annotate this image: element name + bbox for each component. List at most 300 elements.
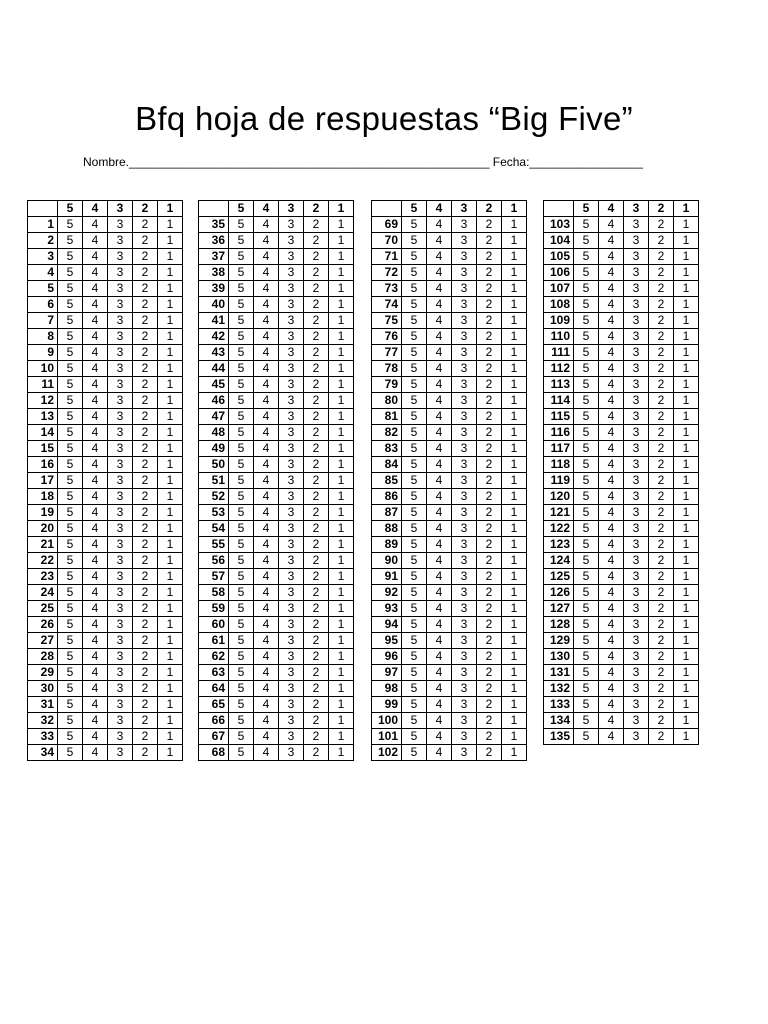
answer-option-cell[interactable]: 1 xyxy=(674,489,699,505)
answer-option-cell[interactable]: 3 xyxy=(452,697,477,713)
answer-option-cell[interactable]: 2 xyxy=(649,569,674,585)
answer-option-cell[interactable]: 3 xyxy=(279,297,304,313)
answer-option-cell[interactable]: 5 xyxy=(58,329,83,345)
answer-option-cell[interactable]: 5 xyxy=(229,697,254,713)
answer-option-cell[interactable]: 2 xyxy=(477,377,502,393)
answer-option-cell[interactable]: 2 xyxy=(304,377,329,393)
answer-option-cell[interactable]: 2 xyxy=(133,249,158,265)
answer-option-cell[interactable]: 5 xyxy=(402,521,427,537)
answer-option-cell[interactable]: 2 xyxy=(304,553,329,569)
answer-option-cell[interactable]: 3 xyxy=(624,313,649,329)
answer-option-cell[interactable]: 5 xyxy=(574,377,599,393)
answer-option-cell[interactable]: 4 xyxy=(427,537,452,553)
answer-option-cell[interactable]: 4 xyxy=(599,425,624,441)
answer-option-cell[interactable]: 1 xyxy=(674,249,699,265)
answer-option-cell[interactable]: 4 xyxy=(83,585,108,601)
answer-option-cell[interactable]: 5 xyxy=(58,489,83,505)
answer-option-cell[interactable]: 3 xyxy=(108,473,133,489)
answer-option-cell[interactable]: 1 xyxy=(158,377,183,393)
answer-option-cell[interactable]: 5 xyxy=(402,489,427,505)
answer-option-cell[interactable]: 2 xyxy=(477,649,502,665)
answer-option-cell[interactable]: 2 xyxy=(304,537,329,553)
answer-option-cell[interactable]: 1 xyxy=(158,649,183,665)
answer-option-cell[interactable]: 4 xyxy=(427,361,452,377)
answer-option-cell[interactable]: 1 xyxy=(158,713,183,729)
answer-option-cell[interactable]: 1 xyxy=(329,489,354,505)
answer-option-cell[interactable]: 2 xyxy=(477,345,502,361)
answer-option-cell[interactable]: 2 xyxy=(477,601,502,617)
answer-option-cell[interactable]: 4 xyxy=(254,713,279,729)
answer-option-cell[interactable]: 3 xyxy=(279,505,304,521)
answer-option-cell[interactable]: 2 xyxy=(133,505,158,521)
answer-option-cell[interactable]: 5 xyxy=(574,441,599,457)
answer-option-cell[interactable]: 4 xyxy=(599,281,624,297)
answer-option-cell[interactable]: 5 xyxy=(402,233,427,249)
answer-option-cell[interactable]: 2 xyxy=(304,617,329,633)
answer-option-cell[interactable]: 1 xyxy=(158,361,183,377)
answer-option-cell[interactable]: 5 xyxy=(574,409,599,425)
answer-option-cell[interactable]: 3 xyxy=(624,697,649,713)
answer-option-cell[interactable]: 1 xyxy=(158,457,183,473)
answer-option-cell[interactable]: 4 xyxy=(254,265,279,281)
answer-option-cell[interactable]: 2 xyxy=(649,217,674,233)
answer-option-cell[interactable]: 4 xyxy=(427,249,452,265)
answer-option-cell[interactable]: 3 xyxy=(108,681,133,697)
answer-option-cell[interactable]: 2 xyxy=(304,633,329,649)
answer-option-cell[interactable]: 5 xyxy=(58,537,83,553)
answer-option-cell[interactable]: 5 xyxy=(574,217,599,233)
answer-option-cell[interactable]: 2 xyxy=(649,345,674,361)
answer-option-cell[interactable]: 5 xyxy=(402,441,427,457)
answer-option-cell[interactable]: 2 xyxy=(133,729,158,745)
answer-option-cell[interactable]: 4 xyxy=(427,617,452,633)
answer-option-cell[interactable]: 4 xyxy=(83,457,108,473)
answer-option-cell[interactable]: 3 xyxy=(624,489,649,505)
answer-option-cell[interactable]: 2 xyxy=(304,649,329,665)
answer-option-cell[interactable]: 5 xyxy=(229,553,254,569)
answer-option-cell[interactable]: 5 xyxy=(58,649,83,665)
answer-option-cell[interactable]: 2 xyxy=(133,425,158,441)
answer-option-cell[interactable]: 5 xyxy=(58,441,83,457)
answer-option-cell[interactable]: 4 xyxy=(427,489,452,505)
answer-option-cell[interactable]: 5 xyxy=(229,217,254,233)
answer-option-cell[interactable]: 2 xyxy=(477,553,502,569)
answer-option-cell[interactable]: 5 xyxy=(58,713,83,729)
answer-option-cell[interactable]: 1 xyxy=(158,553,183,569)
answer-option-cell[interactable]: 1 xyxy=(502,697,527,713)
answer-option-cell[interactable]: 1 xyxy=(674,601,699,617)
answer-option-cell[interactable]: 5 xyxy=(229,361,254,377)
answer-option-cell[interactable]: 2 xyxy=(477,537,502,553)
answer-option-cell[interactable]: 5 xyxy=(574,649,599,665)
answer-option-cell[interactable]: 3 xyxy=(108,313,133,329)
answer-option-cell[interactable]: 3 xyxy=(452,729,477,745)
answer-option-cell[interactable]: 4 xyxy=(599,633,624,649)
answer-option-cell[interactable]: 2 xyxy=(477,217,502,233)
answer-option-cell[interactable]: 2 xyxy=(649,249,674,265)
answer-option-cell[interactable]: 2 xyxy=(649,425,674,441)
answer-option-cell[interactable]: 1 xyxy=(502,409,527,425)
answer-option-cell[interactable]: 4 xyxy=(83,665,108,681)
answer-option-cell[interactable]: 3 xyxy=(452,633,477,649)
answer-option-cell[interactable]: 4 xyxy=(427,425,452,441)
answer-option-cell[interactable]: 3 xyxy=(279,409,304,425)
answer-option-cell[interactable]: 4 xyxy=(427,681,452,697)
answer-option-cell[interactable]: 3 xyxy=(452,297,477,313)
answer-option-cell[interactable]: 4 xyxy=(427,585,452,601)
answer-option-cell[interactable]: 1 xyxy=(502,249,527,265)
answer-option-cell[interactable]: 1 xyxy=(502,665,527,681)
answer-option-cell[interactable]: 5 xyxy=(402,297,427,313)
answer-option-cell[interactable]: 2 xyxy=(477,505,502,521)
answer-option-cell[interactable]: 1 xyxy=(674,697,699,713)
answer-option-cell[interactable]: 4 xyxy=(427,393,452,409)
answer-option-cell[interactable]: 5 xyxy=(229,441,254,457)
answer-option-cell[interactable]: 4 xyxy=(83,601,108,617)
answer-option-cell[interactable]: 1 xyxy=(158,297,183,313)
answer-option-cell[interactable]: 3 xyxy=(452,233,477,249)
answer-option-cell[interactable]: 1 xyxy=(329,457,354,473)
answer-option-cell[interactable]: 5 xyxy=(58,617,83,633)
answer-option-cell[interactable]: 5 xyxy=(574,521,599,537)
answer-option-cell[interactable]: 3 xyxy=(108,393,133,409)
answer-option-cell[interactable]: 5 xyxy=(574,537,599,553)
answer-option-cell[interactable]: 5 xyxy=(229,425,254,441)
answer-option-cell[interactable]: 2 xyxy=(133,601,158,617)
answer-option-cell[interactable]: 4 xyxy=(427,697,452,713)
answer-option-cell[interactable]: 1 xyxy=(674,217,699,233)
answer-option-cell[interactable]: 1 xyxy=(329,249,354,265)
answer-option-cell[interactable]: 1 xyxy=(674,233,699,249)
answer-option-cell[interactable]: 1 xyxy=(329,233,354,249)
answer-option-cell[interactable]: 3 xyxy=(108,329,133,345)
answer-option-cell[interactable]: 4 xyxy=(254,633,279,649)
answer-option-cell[interactable]: 3 xyxy=(452,505,477,521)
answer-option-cell[interactable]: 2 xyxy=(649,649,674,665)
answer-option-cell[interactable]: 4 xyxy=(427,729,452,745)
answer-option-cell[interactable]: 3 xyxy=(108,265,133,281)
answer-option-cell[interactable]: 2 xyxy=(477,585,502,601)
answer-option-cell[interactable]: 2 xyxy=(649,281,674,297)
answer-option-cell[interactable]: 3 xyxy=(279,345,304,361)
answer-option-cell[interactable]: 5 xyxy=(402,665,427,681)
answer-option-cell[interactable]: 2 xyxy=(304,585,329,601)
answer-option-cell[interactable]: 4 xyxy=(599,729,624,745)
answer-option-cell[interactable]: 2 xyxy=(133,553,158,569)
answer-option-cell[interactable]: 1 xyxy=(329,681,354,697)
answer-option-cell[interactable]: 2 xyxy=(477,521,502,537)
answer-option-cell[interactable]: 3 xyxy=(279,569,304,585)
answer-option-cell[interactable]: 1 xyxy=(158,521,183,537)
answer-option-cell[interactable]: 5 xyxy=(402,313,427,329)
answer-option-cell[interactable]: 2 xyxy=(477,233,502,249)
answer-option-cell[interactable]: 3 xyxy=(279,553,304,569)
answer-option-cell[interactable]: 1 xyxy=(158,249,183,265)
answer-option-cell[interactable]: 1 xyxy=(158,409,183,425)
answer-option-cell[interactable]: 5 xyxy=(229,745,254,761)
answer-option-cell[interactable]: 1 xyxy=(158,425,183,441)
answer-option-cell[interactable]: 1 xyxy=(329,217,354,233)
answer-option-cell[interactable]: 3 xyxy=(624,521,649,537)
answer-option-cell[interactable]: 5 xyxy=(58,265,83,281)
answer-option-cell[interactable]: 4 xyxy=(83,217,108,233)
answer-option-cell[interactable]: 1 xyxy=(329,537,354,553)
answer-option-cell[interactable]: 3 xyxy=(279,329,304,345)
answer-option-cell[interactable]: 5 xyxy=(574,713,599,729)
answer-option-cell[interactable]: 4 xyxy=(83,537,108,553)
answer-option-cell[interactable]: 5 xyxy=(229,649,254,665)
answer-option-cell[interactable]: 4 xyxy=(83,249,108,265)
answer-option-cell[interactable]: 4 xyxy=(427,745,452,761)
answer-option-cell[interactable]: 2 xyxy=(649,585,674,601)
answer-option-cell[interactable]: 1 xyxy=(674,345,699,361)
answer-option-cell[interactable]: 4 xyxy=(83,473,108,489)
answer-option-cell[interactable]: 3 xyxy=(108,633,133,649)
answer-option-cell[interactable]: 1 xyxy=(674,425,699,441)
answer-option-cell[interactable]: 3 xyxy=(452,489,477,505)
answer-option-cell[interactable]: 5 xyxy=(58,681,83,697)
answer-option-cell[interactable]: 3 xyxy=(279,649,304,665)
answer-option-cell[interactable]: 1 xyxy=(158,265,183,281)
answer-option-cell[interactable]: 2 xyxy=(133,569,158,585)
answer-option-cell[interactable]: 5 xyxy=(402,713,427,729)
answer-option-cell[interactable]: 1 xyxy=(329,713,354,729)
answer-option-cell[interactable]: 5 xyxy=(58,249,83,265)
answer-option-cell[interactable]: 2 xyxy=(649,665,674,681)
answer-option-cell[interactable]: 2 xyxy=(649,697,674,713)
answer-option-cell[interactable]: 2 xyxy=(304,601,329,617)
answer-option-cell[interactable]: 1 xyxy=(674,457,699,473)
answer-option-cell[interactable]: 4 xyxy=(254,729,279,745)
answer-option-cell[interactable]: 5 xyxy=(402,553,427,569)
answer-option-cell[interactable]: 4 xyxy=(599,313,624,329)
answer-option-cell[interactable]: 4 xyxy=(83,425,108,441)
answer-option-cell[interactable]: 1 xyxy=(329,377,354,393)
answer-option-cell[interactable]: 5 xyxy=(229,617,254,633)
answer-option-cell[interactable]: 1 xyxy=(158,633,183,649)
answer-option-cell[interactable]: 4 xyxy=(599,377,624,393)
answer-option-cell[interactable]: 5 xyxy=(574,425,599,441)
answer-option-cell[interactable]: 2 xyxy=(304,313,329,329)
answer-option-cell[interactable]: 4 xyxy=(254,505,279,521)
answer-option-cell[interactable]: 1 xyxy=(158,665,183,681)
answer-option-cell[interactable]: 3 xyxy=(108,729,133,745)
answer-option-cell[interactable]: 1 xyxy=(329,601,354,617)
answer-option-cell[interactable]: 4 xyxy=(599,713,624,729)
answer-option-cell[interactable]: 5 xyxy=(229,233,254,249)
answer-option-cell[interactable]: 1 xyxy=(329,505,354,521)
answer-option-cell[interactable]: 5 xyxy=(58,217,83,233)
answer-option-cell[interactable]: 2 xyxy=(649,393,674,409)
answer-option-cell[interactable]: 4 xyxy=(599,393,624,409)
answer-option-cell[interactable]: 4 xyxy=(83,681,108,697)
answer-option-cell[interactable]: 1 xyxy=(158,745,183,761)
answer-option-cell[interactable]: 3 xyxy=(452,441,477,457)
answer-option-cell[interactable]: 3 xyxy=(279,521,304,537)
answer-option-cell[interactable]: 1 xyxy=(502,617,527,633)
answer-option-cell[interactable]: 5 xyxy=(58,521,83,537)
answer-option-cell[interactable]: 4 xyxy=(254,217,279,233)
answer-option-cell[interactable]: 2 xyxy=(304,569,329,585)
answer-option-cell[interactable]: 5 xyxy=(574,297,599,313)
answer-option-cell[interactable]: 1 xyxy=(674,521,699,537)
answer-option-cell[interactable]: 4 xyxy=(83,409,108,425)
answer-option-cell[interactable]: 5 xyxy=(229,713,254,729)
answer-option-cell[interactable]: 5 xyxy=(402,425,427,441)
answer-option-cell[interactable]: 4 xyxy=(427,633,452,649)
answer-option-cell[interactable]: 2 xyxy=(133,409,158,425)
answer-option-cell[interactable]: 4 xyxy=(254,537,279,553)
answer-option-cell[interactable]: 4 xyxy=(599,249,624,265)
answer-option-cell[interactable]: 3 xyxy=(624,281,649,297)
answer-option-cell[interactable]: 1 xyxy=(674,617,699,633)
answer-option-cell[interactable]: 4 xyxy=(427,313,452,329)
answer-option-cell[interactable]: 3 xyxy=(279,697,304,713)
answer-option-cell[interactable]: 2 xyxy=(477,441,502,457)
answer-option-cell[interactable]: 4 xyxy=(599,601,624,617)
answer-option-cell[interactable]: 3 xyxy=(452,649,477,665)
answer-option-cell[interactable]: 2 xyxy=(649,409,674,425)
answer-option-cell[interactable]: 3 xyxy=(108,281,133,297)
answer-option-cell[interactable]: 2 xyxy=(477,473,502,489)
answer-option-cell[interactable]: 5 xyxy=(229,297,254,313)
answer-option-cell[interactable]: 1 xyxy=(502,345,527,361)
answer-option-cell[interactable]: 1 xyxy=(674,313,699,329)
answer-option-cell[interactable]: 4 xyxy=(254,457,279,473)
answer-option-cell[interactable]: 5 xyxy=(574,361,599,377)
answer-option-cell[interactable]: 3 xyxy=(108,617,133,633)
answer-option-cell[interactable]: 5 xyxy=(229,633,254,649)
answer-option-cell[interactable]: 1 xyxy=(674,393,699,409)
answer-option-cell[interactable]: 3 xyxy=(452,617,477,633)
answer-option-cell[interactable]: 4 xyxy=(427,217,452,233)
answer-option-cell[interactable]: 4 xyxy=(427,601,452,617)
answer-option-cell[interactable]: 1 xyxy=(158,313,183,329)
answer-option-cell[interactable]: 1 xyxy=(502,681,527,697)
answer-option-cell[interactable]: 2 xyxy=(649,473,674,489)
answer-option-cell[interactable]: 2 xyxy=(133,585,158,601)
answer-option-cell[interactable]: 5 xyxy=(229,569,254,585)
answer-option-cell[interactable]: 5 xyxy=(58,553,83,569)
answer-option-cell[interactable]: 1 xyxy=(674,505,699,521)
answer-option-cell[interactable]: 1 xyxy=(502,313,527,329)
answer-option-cell[interactable]: 4 xyxy=(427,521,452,537)
answer-option-cell[interactable]: 4 xyxy=(599,665,624,681)
answer-option-cell[interactable]: 5 xyxy=(58,745,83,761)
answer-option-cell[interactable]: 3 xyxy=(108,585,133,601)
answer-option-cell[interactable]: 4 xyxy=(599,345,624,361)
answer-option-cell[interactable]: 3 xyxy=(624,665,649,681)
answer-option-cell[interactable]: 1 xyxy=(674,633,699,649)
answer-option-cell[interactable]: 4 xyxy=(83,521,108,537)
answer-option-cell[interactable]: 4 xyxy=(254,361,279,377)
answer-option-cell[interactable]: 2 xyxy=(304,281,329,297)
answer-option-cell[interactable]: 4 xyxy=(83,505,108,521)
answer-option-cell[interactable]: 3 xyxy=(624,345,649,361)
answer-option-cell[interactable]: 1 xyxy=(674,361,699,377)
answer-option-cell[interactable]: 4 xyxy=(83,313,108,329)
answer-option-cell[interactable]: 2 xyxy=(304,329,329,345)
answer-option-cell[interactable]: 2 xyxy=(304,681,329,697)
answer-option-cell[interactable]: 2 xyxy=(649,489,674,505)
answer-option-cell[interactable]: 4 xyxy=(427,329,452,345)
answer-option-cell[interactable]: 4 xyxy=(254,233,279,249)
answer-option-cell[interactable]: 4 xyxy=(83,649,108,665)
answer-option-cell[interactable]: 5 xyxy=(402,633,427,649)
answer-option-cell[interactable]: 1 xyxy=(329,649,354,665)
answer-option-cell[interactable]: 4 xyxy=(83,569,108,585)
answer-option-cell[interactable]: 5 xyxy=(58,457,83,473)
answer-option-cell[interactable]: 1 xyxy=(329,745,354,761)
answer-option-cell[interactable]: 1 xyxy=(502,601,527,617)
answer-option-cell[interactable]: 4 xyxy=(599,409,624,425)
answer-option-cell[interactable]: 2 xyxy=(133,745,158,761)
answer-option-cell[interactable]: 5 xyxy=(574,505,599,521)
answer-option-cell[interactable]: 5 xyxy=(574,457,599,473)
answer-option-cell[interactable]: 1 xyxy=(329,281,354,297)
answer-option-cell[interactable]: 2 xyxy=(649,537,674,553)
answer-option-cell[interactable]: 5 xyxy=(574,681,599,697)
answer-option-cell[interactable]: 4 xyxy=(599,697,624,713)
answer-option-cell[interactable]: 2 xyxy=(477,329,502,345)
answer-option-cell[interactable]: 1 xyxy=(674,585,699,601)
answer-option-cell[interactable]: 2 xyxy=(304,409,329,425)
answer-option-cell[interactable]: 3 xyxy=(108,233,133,249)
answer-option-cell[interactable]: 1 xyxy=(674,281,699,297)
answer-option-cell[interactable]: 5 xyxy=(574,553,599,569)
answer-option-cell[interactable]: 2 xyxy=(304,713,329,729)
answer-option-cell[interactable]: 5 xyxy=(229,585,254,601)
answer-option-cell[interactable]: 2 xyxy=(649,377,674,393)
answer-option-cell[interactable]: 1 xyxy=(674,537,699,553)
answer-option-cell[interactable]: 4 xyxy=(427,281,452,297)
answer-option-cell[interactable]: 3 xyxy=(452,569,477,585)
answer-option-cell[interactable]: 4 xyxy=(599,489,624,505)
answer-option-cell[interactable]: 5 xyxy=(58,377,83,393)
answer-option-cell[interactable]: 1 xyxy=(329,569,354,585)
answer-option-cell[interactable]: 2 xyxy=(133,537,158,553)
answer-option-cell[interactable]: 3 xyxy=(279,617,304,633)
answer-option-cell[interactable]: 4 xyxy=(83,745,108,761)
answer-option-cell[interactable]: 2 xyxy=(133,297,158,313)
answer-option-cell[interactable]: 5 xyxy=(574,233,599,249)
answer-option-cell[interactable]: 3 xyxy=(624,457,649,473)
answer-option-cell[interactable]: 3 xyxy=(452,345,477,361)
answer-option-cell[interactable]: 4 xyxy=(83,345,108,361)
answer-option-cell[interactable]: 1 xyxy=(502,473,527,489)
answer-option-cell[interactable]: 4 xyxy=(599,585,624,601)
answer-option-cell[interactable]: 2 xyxy=(477,713,502,729)
answer-option-cell[interactable]: 5 xyxy=(58,473,83,489)
answer-option-cell[interactable]: 2 xyxy=(133,441,158,457)
answer-option-cell[interactable]: 2 xyxy=(133,665,158,681)
answer-option-cell[interactable]: 5 xyxy=(402,457,427,473)
answer-option-cell[interactable]: 1 xyxy=(158,537,183,553)
answer-option-cell[interactable]: 4 xyxy=(83,393,108,409)
answer-option-cell[interactable]: 3 xyxy=(452,521,477,537)
answer-option-cell[interactable]: 3 xyxy=(108,505,133,521)
answer-option-cell[interactable]: 1 xyxy=(502,489,527,505)
answer-option-cell[interactable]: 2 xyxy=(133,313,158,329)
answer-option-cell[interactable]: 5 xyxy=(229,505,254,521)
answer-option-cell[interactable]: 3 xyxy=(624,329,649,345)
answer-option-cell[interactable]: 1 xyxy=(158,601,183,617)
answer-option-cell[interactable]: 2 xyxy=(649,521,674,537)
answer-option-cell[interactable]: 2 xyxy=(304,457,329,473)
answer-option-cell[interactable]: 4 xyxy=(83,377,108,393)
answer-option-cell[interactable]: 3 xyxy=(279,537,304,553)
answer-option-cell[interactable]: 3 xyxy=(624,553,649,569)
